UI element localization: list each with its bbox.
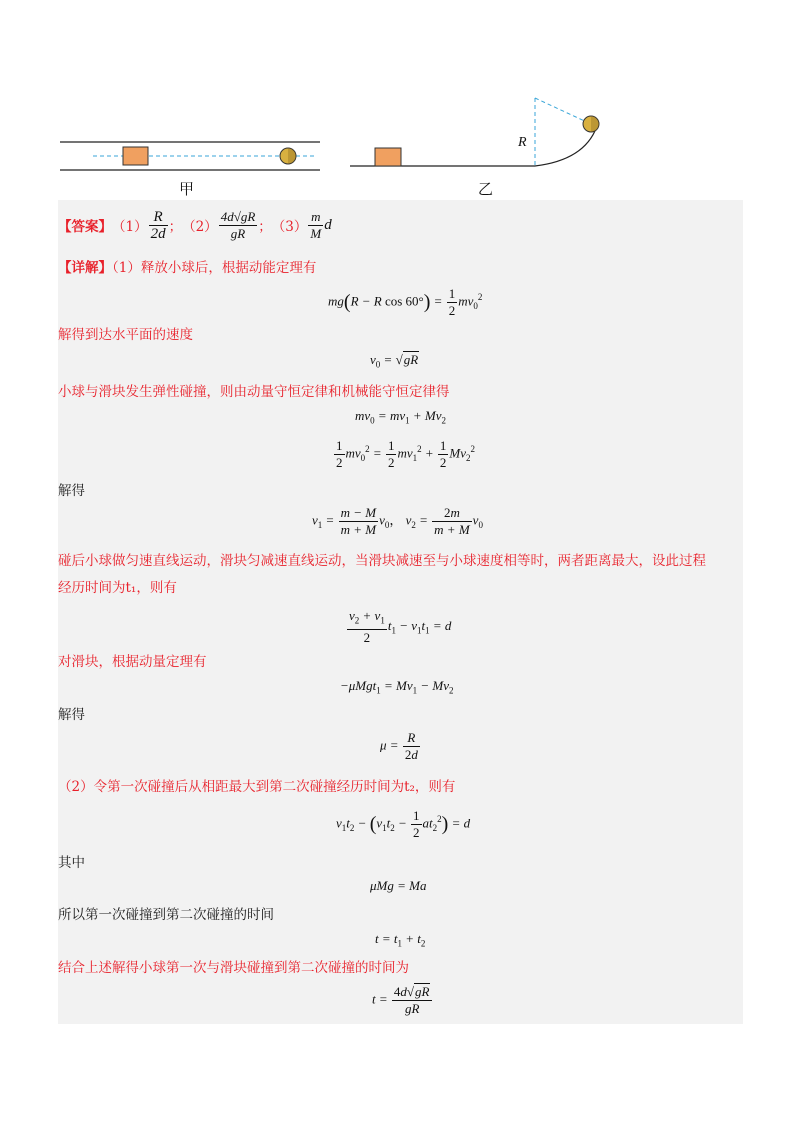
detail-line-5: 碰后小球做匀速直线运动，滑块匀减速直线运动，当滑块减速至与小球速度相等时，两者距离最大，设此过程: [58, 553, 706, 569]
detail-line-12: 结合上述解得小球第一次与滑块碰撞到第二次碰撞的时间为: [58, 960, 409, 976]
detail-line-10: 其中: [58, 855, 85, 871]
eq-second-collision: $v_1t_2 - (v_1t_2$ − $\frac{1}{2}$ $at_2^2) = d$: [336, 808, 471, 840]
caption-jia: 甲: [179, 180, 195, 198]
radius-slant-dashed: [535, 98, 591, 124]
eq-v0: $v_0 = √gR$: [370, 352, 419, 370]
detail-line-8: 解得: [58, 707, 85, 723]
detail-line-7: 对滑块，根据动量定理有: [58, 654, 207, 670]
eq-t-sum: $t = t_1 + t_2$: [375, 931, 426, 949]
detail-line-3: 小球与滑块发生弹性碰撞，则由动量守恒定律和机械能守恒定律得: [58, 384, 450, 400]
detail-line-6: 经历时间为t₁，则有: [58, 580, 177, 596]
answer-label: 【答案】: [58, 219, 112, 235]
eq-impulse: $-\mu Mgt_1 = Mv_1 - Mv_2$: [340, 678, 454, 696]
caption-yi: 乙: [478, 180, 494, 198]
detail-line-2: 解得到达水平面的速度: [58, 327, 193, 343]
eq-distance: $\frac{v_2 + v_1}{2}$ $t_1 - v_1t_1 = d$: [349, 608, 452, 645]
answer-line: 【答案】 （1） $\frac{R}{2d}$ ； （2） $\frac{4d√gR}{gR}$ ； （3） $\frac{m}{M}$ d: [58, 208, 332, 242]
detail-line-11: 所以第一次碰撞到第二次碰撞的时间: [58, 907, 274, 923]
detail-line-4: 解得: [58, 483, 85, 499]
detail-label: 【详解】: [58, 260, 112, 276]
eq-energy: mg(R − R cos 60°) = $\frac{1}{2}$ $mv_0^2$: [328, 286, 483, 318]
detail-line-1: 【详解】（1）释放小球后，根据动能定理有: [58, 260, 317, 276]
eq-momentum: $mv_0 = mv_1 + Mv_2$: [355, 408, 446, 426]
arc-track: [535, 126, 597, 166]
answer-3: $\frac{m}{M}$: [310, 208, 322, 241]
slider-block: [375, 148, 401, 166]
eq-mu: μ = $\frac{R}{2d}$: [380, 730, 418, 762]
label-R: R: [518, 135, 527, 150]
eq-v1-v2: $v_1$ = $\frac{m - M}{m + M}$ $v_0$， $v_2$ = $\frac{2m}{m + M}$ $v_0$: [312, 505, 483, 537]
eq-friction: μMg = Ma: [370, 878, 427, 893]
eq-kinetic: $\frac{1}{2}$ $mv_0^2$ = $\frac{1}{2}$ $mv_1^2$ + $\frac{1}{2}$ $Mv_2^2$: [336, 438, 476, 470]
eq-t-final: t = $\frac{4d√gR}{gR}$: [372, 984, 433, 1017]
answer-2: $\frac{4d√gR}{gR}$: [220, 208, 256, 241]
answer-1: $\frac{R}{2d}$: [150, 208, 166, 242]
slider-block: [123, 147, 148, 165]
detail-line-9: （2）令第一次碰撞后从相距最大到第二次碰撞经历时间为t₂，则有: [58, 779, 456, 795]
figure-yi: [345, 90, 615, 180]
